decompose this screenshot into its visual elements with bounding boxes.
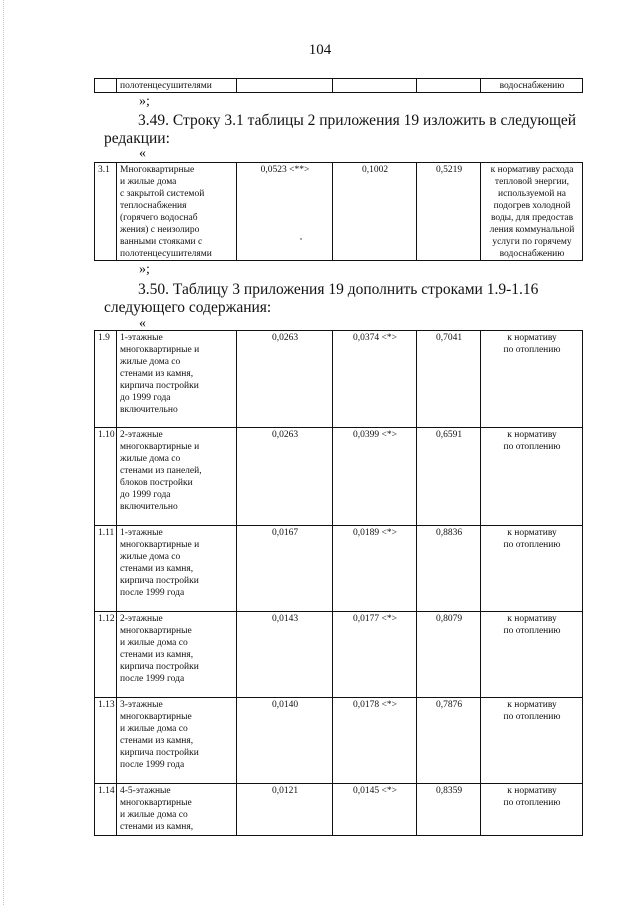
table-fragment-top xyxy=(94,78,583,93)
opening-quote: « xyxy=(139,146,146,161)
cell-value-1: 0,0263 xyxy=(237,331,333,428)
cell-value-1: 0,0523 <**> xyxy=(237,163,333,261)
cell-value-3: 0,6591 xyxy=(417,428,481,526)
table-3-additions xyxy=(94,330,583,836)
cell-value-2: 0,0189 <*> xyxy=(333,526,417,612)
page-number: 104 xyxy=(308,42,332,58)
table-row xyxy=(95,612,583,698)
paragraph-line: редакции: xyxy=(104,130,170,147)
cell-value-3: 0,8359 xyxy=(417,784,481,836)
cell-number: 1.9 xyxy=(95,331,117,428)
cell-number: 1.11 xyxy=(95,526,117,612)
cell-number: 1.12 xyxy=(95,612,117,698)
cell-desc: 2-этажные многоквартирные и жилые дома со стенами из панелей, блоков постройки до 1999 года включительно xyxy=(117,428,237,526)
cell-value-1: 0,0263 xyxy=(237,428,333,526)
cell-value-1: 0,0121 xyxy=(237,784,333,836)
cell-note: к нормативу по отоплению xyxy=(481,428,583,526)
cell-value-2: 0,0178 <*> xyxy=(333,698,417,784)
closing-quote: »; xyxy=(139,262,150,277)
paragraph-line: следующего содержания: xyxy=(104,299,272,316)
cell-note: к нормативу по отоплению xyxy=(481,698,583,784)
cell-desc: 4-5-этажные многоквартирные и жилые дома со стенами из камня, xyxy=(117,784,237,836)
cell-number: 1.13 xyxy=(95,698,117,784)
cell-desc: 3-этажные многоквартирные и жилые дома со стенами из камня, кирпича постройки после 1999 года xyxy=(117,698,237,784)
table-row xyxy=(95,163,583,261)
scan-speck xyxy=(300,238,302,240)
cell-note: к нормативу по отоплению xyxy=(481,784,583,836)
cell-value-3: 0,7876 xyxy=(417,698,481,784)
cell-value-1: 0,0143 xyxy=(237,612,333,698)
cell-value-3: 0,5219 xyxy=(417,163,481,261)
table-row xyxy=(95,526,583,612)
cell-desc: Многоквартирные и жилые дома с закрытой системой теплоснабжения (горячего водоснаб жения) с неизолиро ванными стояками с полотенцесушителями xyxy=(117,163,237,261)
opening-quote: « xyxy=(139,316,146,331)
cell-note: к нормативу по отоплению xyxy=(481,526,583,612)
paragraph-3-50 xyxy=(104,281,580,317)
cell-desc: 1-этажные многоквартирные и жилые дома со стенами из камня, кирпича постройки после 1999 года xyxy=(117,526,237,612)
cell-number: 1.10 xyxy=(95,428,117,526)
cell-value-2: 0,1002 xyxy=(333,163,417,261)
cell-value-3: 0,7041 xyxy=(417,331,481,428)
cell-note: к нормативу по отоплению xyxy=(481,612,583,698)
paragraph-3-49 xyxy=(104,112,580,148)
cell-value-2: 0,0374 <*> xyxy=(333,331,417,428)
table-row xyxy=(95,331,583,428)
cell-value-2: 0,0399 <*> xyxy=(333,428,417,526)
table-row xyxy=(95,784,583,836)
table-row-3-1 xyxy=(94,162,583,261)
cell-desc: полотенцесушителями xyxy=(117,79,237,93)
scan-edge xyxy=(3,0,10,905)
paragraph-line: 3.49. Строку 3.1 таблицы 2 приложения 19 изложить в следующей xyxy=(138,112,577,129)
cell-note: к нормативу расхода тепловой энергии, используемой на подогрев холодной воды, для предостав ления коммунальной услуги по горячему водоснабжению xyxy=(481,163,583,261)
closing-quote: »; xyxy=(139,94,150,109)
cell-value-1: 0,0167 xyxy=(237,526,333,612)
cell-number: 3.1 xyxy=(95,163,117,261)
table-row xyxy=(95,698,583,784)
cell-value-1: 0,0140 xyxy=(237,698,333,784)
cell-note: водоснабжению xyxy=(481,79,583,93)
cell-value-3: 0,8079 xyxy=(417,612,481,698)
cell-desc: 2-этажные многоквартирные и жилые дома со стенами из камня, кирпича постройки после 1999 года xyxy=(117,612,237,698)
cell-value-2: 0,0177 <*> xyxy=(333,612,417,698)
paragraph-line: 3.50. Таблицу 3 приложения 19 дополнить строками 1.9-1.16 xyxy=(138,281,539,298)
cell-value-2: 0,0145 <*> xyxy=(333,784,417,836)
table-row xyxy=(95,79,583,93)
table-row xyxy=(95,428,583,526)
cell-note: к нормативу по отоплению xyxy=(481,331,583,428)
cell-value-3: 0,8836 xyxy=(417,526,481,612)
cell-number: 1.14 xyxy=(95,784,117,836)
cell-desc: 1-этажные многоквартирные и жилые дома со стенами из камня, кирпича постройки до 1999 года включительно xyxy=(117,331,237,428)
